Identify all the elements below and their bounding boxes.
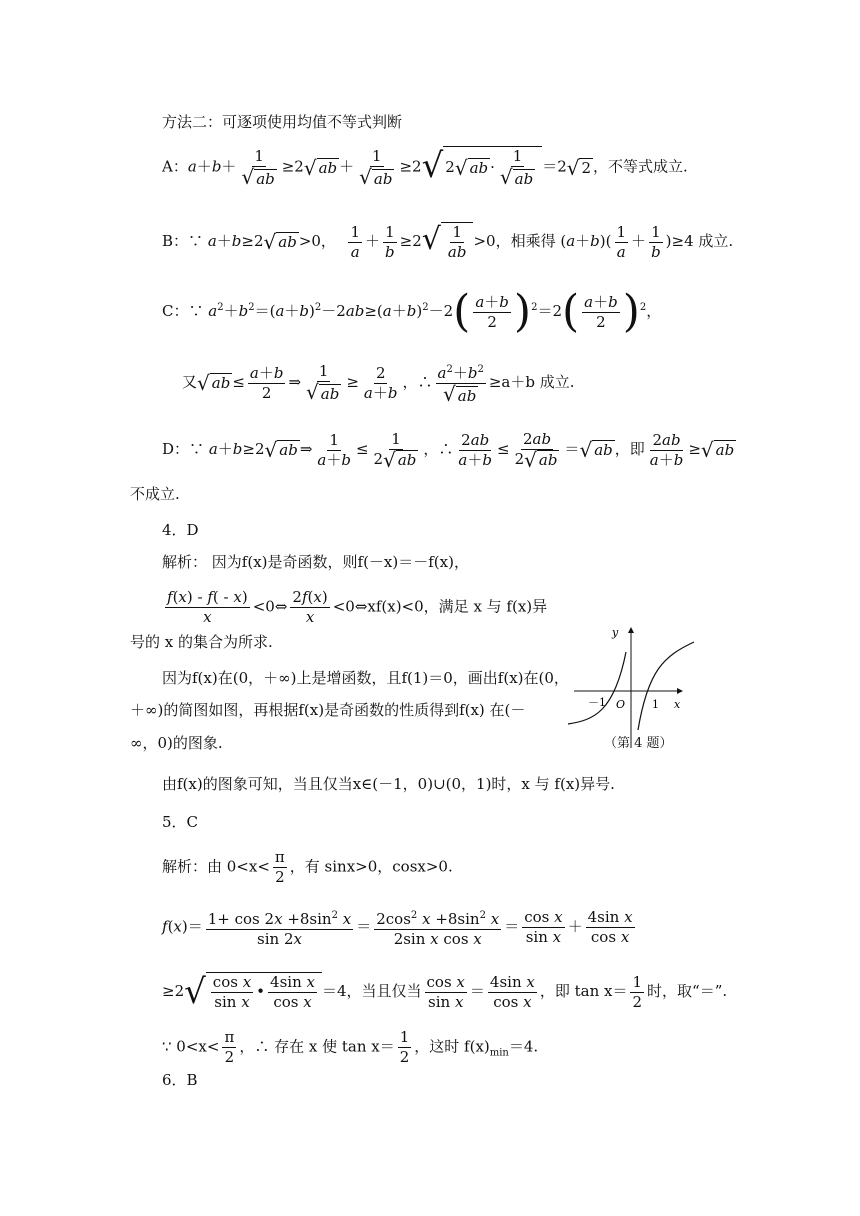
method2-header: 方法二：可逐项使用均值不等式判断 [162,113,403,131]
x-axis-label: x [674,698,681,711]
q5-line3: ≥2 √ $\frac{\text{cos x}}{\text{sin x}}$ • $\frac{\text{4sin x}}{\text{cos x}}$ ＝4，当且仅当 $\frac{\text{cos x}}{\text{sin x}}$ ＝ $\frac{\text{4sin x}}{\text{cos x}}$ ，即 tan x＝ $\frac{1}{2}$ 时，取“＝”. [162,972,728,1012]
q5-formula: f(x)＝ $\frac{1+ \cos 2x +8\sin^2 x}{\sin 2x}$ ＝ $\frac{2\cos^2 x +8\sin^2 x}{\text{2sin x cos x}}$ ＝ $\frac{\text{cos x}}{\text{sin x}}$ ＋ $\frac{\text{4sin x}}{\text{cos x}}$ [162,908,633,948]
option-d-tail: 不成立. [130,485,180,503]
option-a-label: A： [162,157,188,176]
option-c-conclusion: ≥a＋b 成立. [488,373,575,391]
option-d-ji: ，即 [614,440,645,458]
q4-para2-line2: ＋∞)的简图如图，再根据f(x)是奇函数的性质得到f(x) 在(－ [130,701,526,719]
q4-analysis-label: 解析： [162,553,208,571]
y-axis-label: y [612,626,619,639]
option-d-label: D：∵ [162,440,205,458]
q5-line3-mid: ＝4，当且仅当 [321,982,422,1000]
option-c-label: C：∵ [162,302,204,320]
q5-min-subscript: min [489,1047,509,1059]
q4-line2-tail: <0⇔xf(x)<0，满足 x 与 f(x)异 [332,597,548,616]
q6-number: 6．B [162,1071,198,1089]
q4-para2-line1: 因为f(x)在(0，＋∞)上是增函数，且f(1)＝0，画出f(x)在(0， [162,669,569,687]
q5-line4-a: ∵ 0<x< [162,1037,220,1056]
option-b-label: B：∵ [162,232,204,250]
q5-analysis: 解析：由 0<x< $\frac{\pi}{2}$ ，有 sinx>0，cosx>0. [162,848,453,886]
q5-line3-tail: 时，取“＝”. [647,982,728,1000]
option-c-line1: C：∵ $a^2+b^2=(a+b)^2-2ab\ge(a+b)^2-2$( $\frac{a+b}{2}$ )$^2$＝2( $\frac{a+b}{2}$ )$^2$， [162,286,662,337]
q5-analysis-tail: ，有 sinx>0，cosx>0. [289,857,453,876]
option-d-therefore: ∴ [438,440,454,458]
option-a-conclusion: ，不等式成立. [593,157,688,176]
origin-label: O [616,698,626,711]
option-d-line: D：∵ a＋b≥2 √ ab ⇒ $\frac{1}{a+b}$ ≤ 1 2 √ ab ，∴ $\frac{2ab}{a+b}$ ≤ 2ab 2 √ ab ＝ √ ab ，即 $\frac{2ab}{a+b}$ ≥ √ ab [162,430,735,472]
q4-line2: $\frac{f(x) - f( - x)}{x}$ <0⇔ $\frac{2f(x)}{x}$ <0⇔xf(x)<0，满足 x 与 f(x)异 [167,588,548,626]
q4-line1 [162,552,469,572]
option-b-mid: ，相乘得 [495,232,556,250]
option-b-line: B：∵ a＋b≥2 √ ab >0， $\frac{1}{a}$ ＋ $\frac{1}{b}$ ≥2 √ $\frac{1}{ab}$ >0，相乘得 (a＋b)( $\frac{1}{a}$ ＋ $\frac{1}{b}$ )≥4 成立. [162,222,734,261]
curve-left [568,652,626,724]
q4-line3: 号的 x 的集合为所求. [130,633,273,651]
option-b-conclusion: ≥4 成立. [671,232,734,250]
option-c-therefore: ∴ [417,373,433,391]
q4-number: 4．D [162,521,199,539]
q4-figure-caption: （第 4 题） [604,736,673,751]
q5-line4-d: ＝4. [508,1037,539,1056]
q5-analysis-text: 解析：由 0<x< [162,857,270,876]
q4-conclusion: 由f(x)的图象可知，当且仅当x∈(－1，0)∪(0，1)时，x 与 f(x)异号. [162,775,615,793]
q5-line3-ji: ，即 tan x＝ [539,982,628,1000]
q4-line1-text: 因为f(x)是奇函数，则f(－x)＝－f(x)， [211,553,469,571]
neg-tick-label: －1 [588,696,606,709]
curve-right [638,642,694,730]
pos-tick-label: 1 [652,698,659,711]
option-c-line2: 又 √ ab ≤ $\frac{a+b}{2}$ ⇒ $\frac{1}{√ ab}$ ≥ $\frac{2}{a+b}$ ，∴ $\frac{a^2+b^2}{√ ab}$ ≥a＋b 成立. [182,362,575,406]
option-a-line: A：a＋b＋ $\frac{1}{√ ab}$ ≥2 √ ab ＋ $\frac{1}{√ ab}$ ≥2 √ 2 √ ab · $\frac{1}{√ ab}$ ＝2 √ 2 ，不等式成立. [162,146,688,189]
q4-para2-line3: ∞，0)的图象. [130,734,223,752]
q5-number: 5．C [162,813,199,831]
q5-line4: ∵ 0<x< $\frac{\pi}{2}$ ，∴ 存在 x 使 tan x＝ $\frac{1}{2}$ ，这时 $f(x)_{min}=4$. [162,1028,539,1066]
q5-line4-b: ，∴ 存在 x 使 tan x＝ [239,1037,395,1056]
q5-line4-c: ，这时 f(x) [414,1037,490,1056]
option-c-line2-prefix: 又 [182,373,198,391]
